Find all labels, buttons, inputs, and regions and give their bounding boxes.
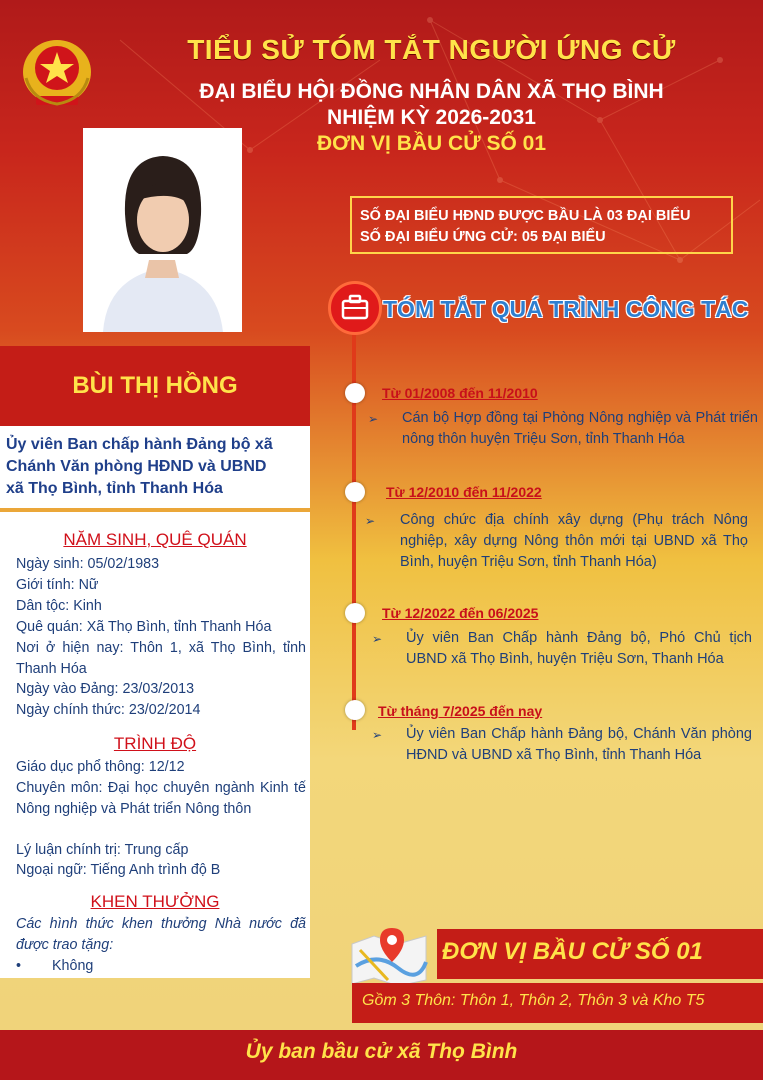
career-heading: TÓM TẮT QUÁ TRÌNH CÔNG TÁC (383, 296, 749, 322)
general-education: Giáo dục phổ thông: 12/12 (16, 759, 185, 775)
seat-stats-candidates: SỐ ĐẠI BIỂU ỨNG CỬ: 05 ĐẠI BIỂU (360, 229, 606, 245)
party-join-date: Ngày vào Đảng: 23/03/2013 (16, 681, 195, 697)
career-description: Ủy viên Ban Chấp hành Đảng bộ, Phó Chủ tịch UBND xã Thọ Bình, huyện Triệu Sơn, Thanh Hóa (406, 630, 752, 667)
footer-text: Ủy ban bầu cử xã Thọ Bình (245, 1040, 518, 1063)
document-title: TIỂU SỬ TÓM TẮT NGƯỜI ỨNG CỬ (187, 34, 676, 65)
political-theory: Lý luận chính trị: Trung cấp (16, 842, 189, 858)
career-description: Công chức địa chính xây dựng (Phụ trách Nông nghiệp, xây dựng Nông thôn mới tại UBND xã Thọ Bình, huyện Triệu Sơn, tỉnh Thanh Hóa) (400, 512, 748, 570)
personal-heading: NĂM SINH, QUÊ QUÁN (63, 530, 247, 549)
candidate-name: BÙI THỊ HỒNG (72, 372, 238, 399)
hometown: Quê quán: Xã Thọ Bình, tỉnh Thanh Hóa (16, 619, 272, 635)
education-heading: TRÌNH ĐỘ (113, 734, 197, 753)
ethnicity: Dân tộc: Kinh (16, 598, 102, 614)
foreign-language: Ngoại ngữ: Tiếng Anh trình độ B (16, 862, 221, 878)
specialty: Chuyên môn: Đại học chuyên ngành Kinh tế Nông nghiệp và Phát triển Nông thôn (16, 780, 306, 817)
unit-description: Gồm 3 Thôn: Thôn 1, Thôn 2, Thôn 3 và Kho T5 (362, 992, 705, 1009)
role-line: xã Thọ Bình, tỉnh Thanh Hóa (6, 480, 223, 497)
career-description: Cán bộ Hợp đồng tại Phòng Nông nghiệp và Phát triển nông thôn huyện Triệu Sơn, tỉnh Thanh Hóa (402, 410, 758, 447)
seat-stats-elected: SỐ ĐẠI BIỂU HĐND ĐƯỢC BẦU LÀ 03 ĐẠI BIỂU (360, 208, 691, 224)
unit-line: ĐƠN VỊ BẦU CỬ SỐ 01 (316, 132, 547, 155)
term-line: NHIỆM KỲ 2026-2031 (327, 106, 536, 129)
seat-stats-box (350, 196, 733, 254)
timeline-dot (345, 383, 365, 403)
role-box (0, 426, 310, 508)
timeline-dot (345, 603, 365, 623)
map-pin-icon (348, 922, 430, 986)
awards-item: Không (52, 958, 94, 974)
timeline-dot (345, 700, 365, 720)
unit-title: ĐƠN VỊ BẦU CỬ SỐ 01 (442, 938, 703, 965)
career-bullet: ➢ (372, 632, 383, 646)
info-panel (0, 512, 310, 978)
council-line: ĐẠI BIỂU HỘI ĐỒNG NHÂN DÂN XÃ THỌ BÌNH (199, 80, 664, 103)
role-line: Chánh Văn phòng HĐND và UBND (6, 458, 267, 475)
residence: Nơi ở hiện nay: Thôn 1, xã Thọ Bình, tỉnh Thanh Hóa (16, 640, 306, 677)
candidate-photo (83, 128, 242, 332)
career-description: Ủy viên Ban Chấp hành Đảng bộ, Chánh Văn phòng HĐND và UBND xã Thọ Bình, tỉnh Thanh Hóa (406, 726, 752, 763)
gender: Giới tính: Nữ (16, 577, 99, 593)
timeline-dot (345, 482, 365, 502)
career-bullet: ➢ (372, 728, 383, 742)
national-emblem-icon (18, 38, 96, 110)
awards-bullet: • (16, 958, 22, 974)
party-official-date: Ngày chính thức: 23/02/2014 (16, 702, 201, 718)
career-bullet: ➢ (365, 514, 376, 528)
career-period: Từ 12/2010 đến 11/2022 (386, 484, 542, 500)
career-period: Từ 01/2008 đến 11/2010 (382, 385, 538, 401)
awards-intro: Các hình thức khen thưởng Nhà nước đã được trao tặng: (16, 916, 306, 953)
awards-heading: KHEN THƯỞNG (90, 892, 220, 911)
career-bullet: ➢ (368, 412, 379, 426)
career-period: Từ tháng 7/2025 đến nay (378, 703, 543, 719)
briefcase-icon (328, 281, 382, 335)
career-period: Từ 12/2022 đến 06/2025 (382, 605, 539, 621)
role-line: Ủy viên Ban chấp hành Đảng bộ xã (6, 436, 273, 453)
dob: Ngày sinh: 05/02/1983 (16, 556, 160, 572)
